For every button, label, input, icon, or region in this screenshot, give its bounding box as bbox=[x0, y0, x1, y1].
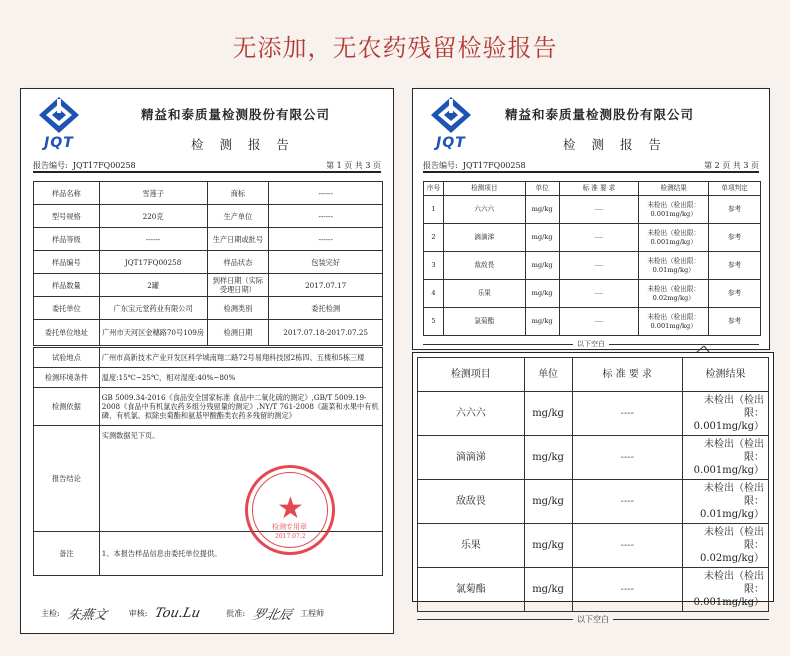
zoom-cell-std: ---- bbox=[572, 436, 683, 480]
results-cell-std: ---- bbox=[559, 252, 639, 280]
approve-label: 批准: bbox=[226, 609, 246, 618]
zoom-header: 单位 bbox=[524, 358, 572, 392]
basis-value: GB 5009.34-2016《食品安全国家标准 食品中二氧化硫的测定》,GB/T 5009.19-2008《食品中有机氯农药多组分残留量的测定》,NY/T 761-2008《蔬菜和水果中有机磷、有机氯、拟除虫菊酯和氨基甲酸酯类农药多残留的测定》 bbox=[99, 388, 382, 426]
zoom-result-line: 限：0.02mg/kg） bbox=[700, 540, 764, 564]
zoom-cell-result bbox=[683, 524, 769, 568]
zoom-cell-result bbox=[683, 480, 769, 524]
zoom-cell-unit: mg/kg bbox=[524, 568, 572, 612]
approver-title: 工程师 bbox=[300, 609, 325, 618]
info-label: 检测日期 bbox=[207, 320, 269, 346]
zoom-cell-std: ---- bbox=[572, 480, 683, 524]
table-row bbox=[418, 524, 769, 568]
basis-label: 检测依据 bbox=[34, 388, 100, 426]
results-cell-result: 未检出（检出限：0.01mg/kg） bbox=[639, 252, 709, 280]
end-marker bbox=[423, 339, 759, 349]
results-cell-result: 未检出（检出限：0.001mg/kg） bbox=[639, 196, 709, 224]
zoom-cell-item: 六六六 bbox=[418, 392, 525, 436]
zoom-cell-item: 氯菊酯 bbox=[418, 568, 525, 612]
zoom-cell-std: ---- bbox=[572, 392, 683, 436]
info-value: 包装完好 bbox=[269, 251, 383, 274]
info-value: 220克 bbox=[99, 205, 207, 228]
results-header: 单位 bbox=[525, 182, 559, 196]
divider bbox=[33, 171, 381, 173]
zoom-cell-result bbox=[683, 392, 769, 436]
info-value: ------ bbox=[269, 205, 383, 228]
stamp-text-arc bbox=[245, 465, 335, 555]
review-signature: Tou.Lu bbox=[153, 606, 203, 621]
jqt-logo-icon bbox=[427, 95, 475, 135]
divider bbox=[423, 171, 759, 173]
info-value: 广州市天河区金穗路70号109房 bbox=[99, 320, 207, 346]
report-title: 检 测 报 告 bbox=[563, 137, 667, 152]
zoom-cell-item: 滴滴涕 bbox=[418, 436, 525, 480]
info-label: 检测类别 bbox=[207, 297, 269, 320]
zoom-cell-item: 敌敌畏 bbox=[418, 480, 525, 524]
results-cell-unit: mg/kg bbox=[525, 252, 559, 280]
zoom-result-line: 限： bbox=[744, 452, 764, 463]
results-cell-no: 5 bbox=[424, 308, 444, 336]
report-no-label: 报告编号: bbox=[423, 161, 458, 170]
info-value: 2017.07.18-2017.07.25 bbox=[269, 320, 383, 346]
zoom-cell-unit: mg/kg bbox=[524, 436, 572, 480]
zoom-result-line: 未检出（检出 bbox=[704, 439, 764, 450]
report-page-1 bbox=[20, 88, 394, 634]
info-label: 样品编号 bbox=[34, 251, 100, 274]
info-row bbox=[34, 251, 383, 274]
zoom-cell-unit: mg/kg bbox=[524, 524, 572, 568]
results-header: 单项判定 bbox=[709, 182, 761, 196]
table-row bbox=[424, 280, 761, 308]
info-label: 商标 bbox=[207, 182, 269, 205]
results-cell-std: ---- bbox=[559, 196, 639, 224]
zoom-cell-std: ---- bbox=[572, 568, 683, 612]
zoomed-results-table bbox=[417, 357, 769, 612]
info-label: 生产单位 bbox=[207, 205, 269, 228]
report-meta bbox=[423, 160, 759, 171]
company-name: 精益和泰质量检测股份有限公司 bbox=[505, 107, 695, 122]
stamp-label: 检测专用章 bbox=[272, 523, 307, 531]
jqt-logo-icon bbox=[35, 95, 83, 135]
stamp-star-icon: ★ bbox=[277, 491, 304, 526]
approve-signature: 罗北辰 bbox=[251, 608, 294, 623]
info-label: 委托单位地址 bbox=[34, 320, 100, 346]
results-cell-item: 氯菊酯 bbox=[443, 308, 525, 336]
zoom-result-line: 限： bbox=[744, 408, 764, 419]
results-cell-verdict: 参考 bbox=[709, 280, 761, 308]
site-label: 试验地点 bbox=[34, 348, 100, 368]
info-value: 委托检测 bbox=[269, 297, 383, 320]
info-value: JQT17FQ00258 bbox=[99, 251, 207, 274]
zoom-result-line: 未检出（检出 bbox=[704, 571, 764, 582]
table-row bbox=[418, 480, 769, 524]
zoom-result-line: 0.001mg/kg） bbox=[693, 421, 764, 432]
info-row bbox=[34, 182, 383, 205]
info-label: 到样日期（实际受理日期） bbox=[207, 274, 269, 297]
results-cell-std: ---- bbox=[559, 224, 639, 252]
results-cell-unit: mg/kg bbox=[525, 196, 559, 224]
info-row bbox=[34, 205, 383, 228]
results-cell-item: 敌敌畏 bbox=[443, 252, 525, 280]
report-no: JQT17FQ00258 bbox=[462, 161, 526, 170]
page-indicator: 第 2 页 共 3 页 bbox=[704, 161, 759, 170]
zoom-result-line: 限：0.01mg/kg） bbox=[700, 496, 764, 520]
info-label: 样品等级 bbox=[34, 228, 100, 251]
zoom-end-note: 以下空白 bbox=[577, 615, 609, 624]
note-value: 1、本报告样品信息由委托单位提供。 bbox=[99, 532, 382, 576]
info-row bbox=[34, 320, 383, 346]
jqt-brand: JQT bbox=[436, 135, 466, 151]
zoom-cell-unit: mg/kg bbox=[524, 392, 572, 436]
zoom-cell-item: 乐果 bbox=[418, 524, 525, 568]
results-cell-result: 未检出（检出限：0.001mg/kg） bbox=[639, 308, 709, 336]
table-row bbox=[424, 308, 761, 336]
results-cell-unit: mg/kg bbox=[525, 280, 559, 308]
jqt-brand: JQT bbox=[44, 135, 74, 151]
stamp-date: 2017.07.2 bbox=[275, 533, 306, 540]
zoom-cell-std: ---- bbox=[572, 524, 683, 568]
info-value: 雪莲子 bbox=[99, 182, 207, 205]
results-cell-item: 乐果 bbox=[443, 280, 525, 308]
info-label: 样品名称 bbox=[34, 182, 100, 205]
report-meta bbox=[33, 160, 381, 171]
results-cell-item: 六六六 bbox=[443, 196, 525, 224]
review-label: 审核: bbox=[128, 609, 148, 618]
info-value: 广东宝元堂药业有限公司 bbox=[99, 297, 207, 320]
end-note: 以下空白 bbox=[577, 340, 605, 348]
page-headline: 无添加，无农药残留检验报告 bbox=[232, 34, 558, 62]
zoom-result-line: 0.001mg/kg） bbox=[693, 597, 764, 608]
table-row bbox=[424, 224, 761, 252]
site-value: 广州市高新技术产业开发区科学城南翔二路72号易翔科技园2栋四、五楼和5栋三楼 bbox=[99, 348, 382, 368]
results-cell-no: 3 bbox=[424, 252, 444, 280]
info-label: 样品数量 bbox=[34, 274, 100, 297]
results-cell-unit: mg/kg bbox=[525, 308, 559, 336]
results-cell-no: 2 bbox=[424, 224, 444, 252]
env-label: 检测环境条件 bbox=[34, 368, 100, 388]
info-row bbox=[34, 228, 383, 251]
company-name: 精益和泰质量检测股份有限公司 bbox=[141, 107, 331, 122]
zoom-end-marker bbox=[417, 614, 769, 625]
sample-info-table bbox=[33, 181, 383, 346]
info-value: ------ bbox=[99, 228, 207, 251]
info-label: 生产日期或批号 bbox=[207, 228, 269, 251]
results-header: 标 准 要 求 bbox=[559, 182, 639, 196]
results-header: 序号 bbox=[424, 182, 444, 196]
chief-label: 主检: bbox=[41, 609, 60, 618]
table-row bbox=[424, 252, 761, 280]
note-label: 备注 bbox=[34, 532, 100, 576]
info-value: ------ bbox=[269, 228, 383, 251]
results-cell-result: 未检出（检出限：0.02mg/kg） bbox=[639, 280, 709, 308]
results-header: 检测结果 bbox=[639, 182, 709, 196]
results-cell-verdict: 参考 bbox=[709, 252, 761, 280]
conclusion-value: 实测数据见下页。 bbox=[99, 426, 382, 532]
zoom-header: 检测项目 bbox=[418, 358, 525, 392]
zoom-result-line: 未检出（检出 bbox=[704, 395, 764, 406]
info-label: 型号规格 bbox=[34, 205, 100, 228]
zoom-cell-unit: mg/kg bbox=[524, 480, 572, 524]
report-page-2 bbox=[412, 88, 770, 350]
jqt-logo bbox=[35, 95, 83, 153]
results-zoom-callout bbox=[412, 352, 774, 624]
info-label: 样品状态 bbox=[207, 251, 269, 274]
results-header: 检测项目 bbox=[443, 182, 525, 196]
table-row bbox=[424, 196, 761, 224]
zoom-cell-result bbox=[683, 436, 769, 480]
results-cell-verdict: 参考 bbox=[709, 224, 761, 252]
zoom-result-line: 0.001mg/kg） bbox=[693, 465, 764, 476]
chief-signature: 朱燕文 bbox=[65, 608, 108, 623]
zoom-header: 检测结果 bbox=[683, 358, 769, 392]
results-cell-verdict: 参考 bbox=[709, 308, 761, 336]
signature-row bbox=[41, 604, 324, 623]
jqt-logo bbox=[427, 95, 475, 153]
info-value: 2017.07.17 bbox=[269, 274, 383, 297]
table-row bbox=[418, 436, 769, 480]
results-cell-std: ---- bbox=[559, 308, 639, 336]
results-cell-std: ---- bbox=[559, 280, 639, 308]
table-row bbox=[418, 568, 769, 612]
results-cell-no: 1 bbox=[424, 196, 444, 224]
info-row bbox=[34, 297, 383, 320]
table-row bbox=[418, 392, 769, 436]
zoom-header: 标 准 要 求 bbox=[572, 358, 683, 392]
report-no: JQT17FQ00258 bbox=[72, 161, 136, 170]
info-row bbox=[34, 274, 383, 297]
zoom-cell-result bbox=[683, 568, 769, 612]
report-no-label: 报告编号: bbox=[33, 161, 68, 170]
results-table bbox=[423, 181, 761, 336]
info-value: 2罐 bbox=[99, 274, 207, 297]
zoom-result-line: 限： bbox=[744, 584, 764, 595]
report-title: 检 测 报 告 bbox=[191, 137, 295, 152]
page-indicator: 第 1 页 共 3 页 bbox=[326, 161, 381, 170]
env-value: 温度:15℃~25℃，相对湿度:40%~80% bbox=[99, 368, 382, 388]
zoom-result-line: 未检出（检出 bbox=[704, 527, 764, 538]
results-cell-item: 滴滴涕 bbox=[443, 224, 525, 252]
info-label: 委托单位 bbox=[34, 297, 100, 320]
official-stamp bbox=[245, 465, 335, 555]
results-cell-no: 4 bbox=[424, 280, 444, 308]
results-cell-result: 未检出（检出限：0.001mg/kg） bbox=[639, 224, 709, 252]
info-value: ------ bbox=[269, 182, 383, 205]
results-cell-verdict: 参考 bbox=[709, 196, 761, 224]
results-cell-unit: mg/kg bbox=[525, 224, 559, 252]
conclusion-label: 报告结论 bbox=[34, 426, 100, 532]
zoom-result-line: 未检出（检出 bbox=[704, 483, 764, 494]
